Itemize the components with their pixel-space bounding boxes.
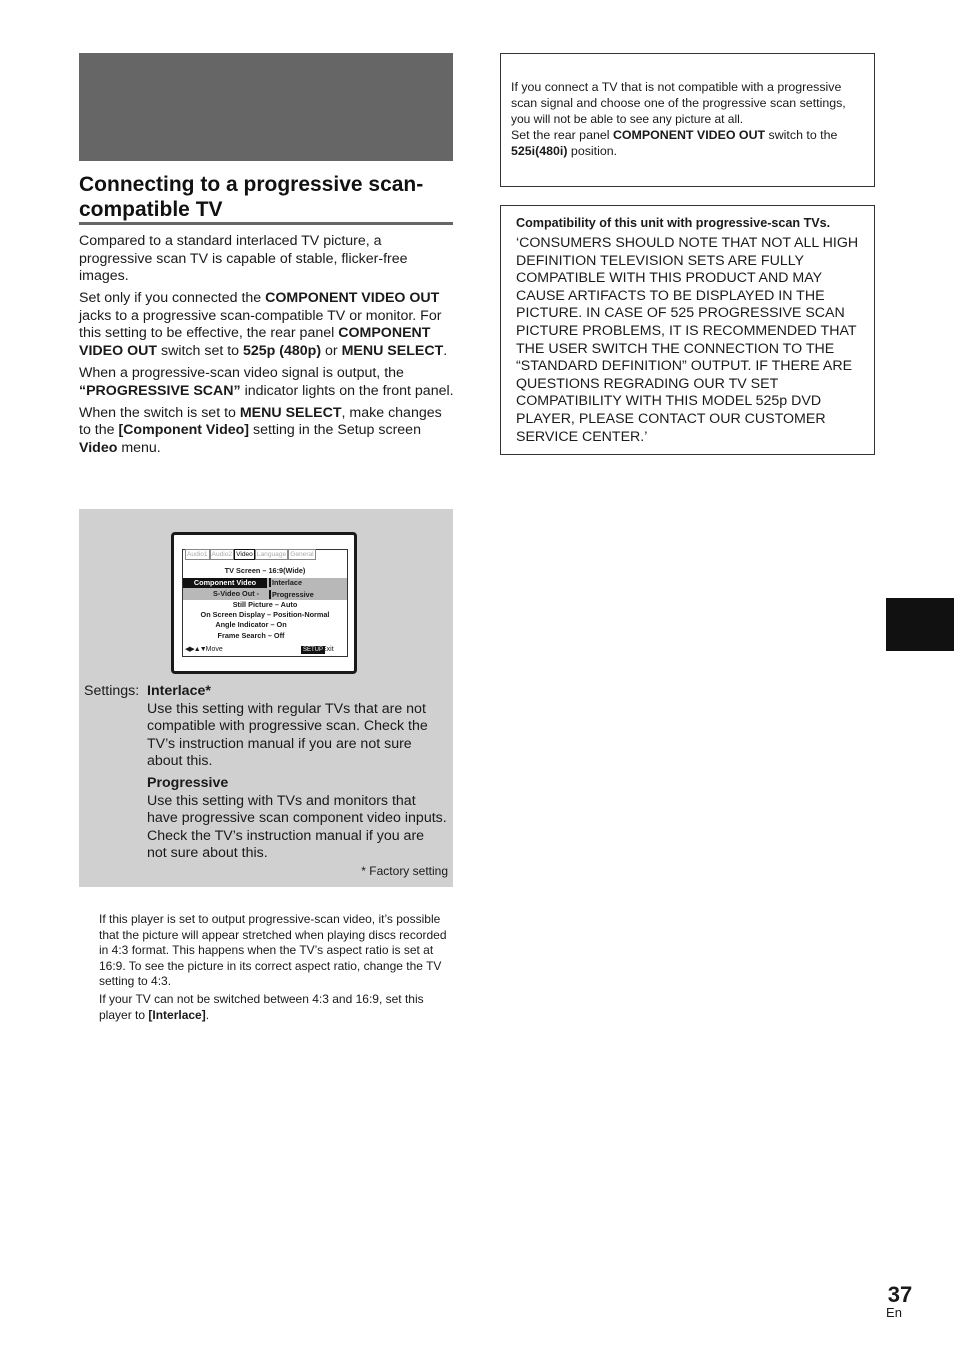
compatibility-box: [500, 205, 875, 455]
factory-setting-note: * Factory setting: [361, 864, 448, 878]
caution-box: [500, 53, 875, 187]
text-run: .: [205, 1007, 210, 1022]
menu-item-still-picture: Still Picture – Auto: [232, 600, 298, 609]
tab-audio2: Audio2: [211, 551, 233, 558]
menu-item-tv-screen: TV Screen – 16:9(Wide): [224, 566, 306, 575]
title-underline: [79, 222, 453, 225]
tab-language: Language: [256, 551, 287, 558]
tab-audio1: Audio1: [187, 551, 208, 558]
settings-options: [147, 683, 447, 866]
text-run: menu.: [117, 440, 161, 457]
intro-paragraph-3: [79, 365, 455, 400]
menu-footer: [185, 645, 347, 656]
note-paragraph-1: If this player is set to output progressive-scan video, it’s possible that the picture will appear stretched when playing discs recorded in 4:3 format. This happens when the TV’s aspect ratio is set at 16:9. To see the picture in its correct aspect ratio, change the TV setting to 4:3.: [99, 912, 447, 989]
bold-run: Video: [79, 440, 118, 457]
text-run: Set only if you connected the: [79, 290, 266, 307]
intro-paragraph-1: Compared to a standard interlaced TV picture, a progressive scan TV is capable of stable, flicker-free images.: [79, 233, 408, 285]
option-interlace: [269, 578, 302, 588]
text-run: If you connect a TV that is not compatible with a progressive scan signal and choose one of the progressive scan settings,: [511, 80, 846, 110]
text-run: , make changes to the: [79, 404, 442, 439]
text-run: switch to the: [765, 128, 838, 142]
compatibility-heading: Compatibility of this unit with progressive-scan TVs.: [516, 216, 831, 230]
bold-run: Interlace*: [147, 683, 211, 699]
page-language: En: [886, 1305, 902, 1320]
setting-progressive-desc: Use this setting with TVs and monitors that have progressive scan component video inputs. Check the TV’s instruction manual if you are not sure about this.: [147, 792, 447, 862]
bold-run: [Interlace]: [148, 1007, 206, 1022]
tv-screen-illustration: [171, 532, 357, 674]
bold-run: COMPONENT VIDEO OUT: [265, 290, 440, 307]
setting-interlace-name: [147, 683, 447, 701]
bold-run: COMPONENT VIDEO OUT: [79, 325, 431, 360]
text-run: indicator lights on the front panel.: [240, 382, 454, 399]
text-run: switch set to: [157, 343, 243, 360]
tab-video: Video: [236, 551, 253, 558]
bold-run: “PROGRESSIVE SCAN”: [79, 382, 241, 399]
bold-run: Progressive: [147, 774, 229, 791]
text-run: setting in the Setup screen: [249, 422, 421, 439]
menu-item-osd: On Screen Display – Position-Normal: [200, 610, 330, 619]
bold-run: 525i(480i): [511, 144, 568, 158]
menu-item-svideo-out: S-Video Out -: [213, 589, 260, 598]
caution-paragraph-2: [511, 127, 861, 159]
exit-label: Exit: [322, 646, 334, 653]
move-label: Move: [205, 646, 223, 653]
setup-badge: SETUP: [303, 647, 324, 653]
menu-item-angle: Angle Indicator – On: [215, 620, 287, 629]
chapter-side-tab: [886, 598, 954, 651]
caution-paragraph-1: [511, 79, 861, 127]
note-left: [99, 912, 447, 1025]
bold-run: [Component Video]: [118, 422, 250, 439]
text-run: or: [321, 343, 342, 360]
tab-general: General: [290, 551, 314, 558]
menu-item-component-video: Component Video: [183, 578, 267, 588]
option-progressive-label: Progressive: [269, 590, 314, 599]
bold-run: 525p (480p): [243, 343, 322, 360]
caution-text: [511, 79, 861, 159]
note-paragraph-2: [99, 992, 447, 1023]
header-dark-block: [79, 53, 453, 161]
settings-label: Settings:: [84, 683, 140, 699]
setting-progressive-name: [147, 775, 447, 793]
page-title: Connecting to a progressive scan-compatible TV: [79, 173, 424, 221]
text-run: .: [443, 343, 448, 360]
bold-run: MENU SELECT: [341, 343, 444, 360]
text-run: position.: [567, 144, 618, 158]
intro-text: [79, 233, 455, 462]
bold-run: MENU SELECT: [239, 404, 342, 421]
bold-run: COMPONENT VIDEO OUT: [612, 128, 766, 142]
text-run: Set the rear panel: [511, 128, 613, 142]
text-run: you will not be able to see any picture at all.: [511, 112, 744, 126]
text-run: jacks to a progressive scan-compatible TV or monitor. For this setting to be effective, the rear panel: [79, 307, 442, 342]
compatibility-body: ‘CONSUMERS SHOULD NOTE THAT NOT ALL HIGH DEFINITION TELEVISION SETS ARE FULLY COMPATIBLE WITH THIS PRODUCT AND MAY CAUSE ARTIFACTS TO BE DISPLAYED IN THE PICTURE. IN CASE OF 525 PROGRESSIVE SCAN PICTURE PROBLEMS, IT IS RECOMMENDED THAT THE USER SWITCH THE CONNECTION TO THE “STANDARD DEFINITION” OUTPUT. IF THERE ARE QUESTIONS REGRADING OUR TV SET COMPATIBILITY WITH THIS MODEL 525p DVD PLAYER, PLEASE CONTACT OUR CUSTOMER SERVICE CENTER.’: [516, 235, 859, 445]
option-interlace-label: Interlace: [269, 578, 302, 587]
text-run: When the switch is set to: [79, 404, 240, 421]
menu-item-frame-search: Frame Search – Off: [217, 631, 285, 640]
option-progressive: [269, 590, 314, 600]
setup-menu: [182, 549, 348, 657]
arrow-keys-icon: ◀▶▲▼: [185, 646, 206, 653]
text-run: When a progressive-scan video signal is output, the: [79, 365, 404, 382]
intro-paragraph-2: [79, 290, 455, 360]
page-number: 37: [887, 1282, 913, 1307]
menu-tabs: [185, 549, 316, 560]
intro-paragraph-4: [79, 405, 455, 458]
setting-interlace-desc: Use this setting with regular TVs that are not compatible with progressive scan. Check the TV’s instruction manual if you are not sure about this.: [147, 700, 428, 770]
text-run: If your TV can not be switched between 4:3 and 16:9, set this player to: [99, 991, 424, 1022]
